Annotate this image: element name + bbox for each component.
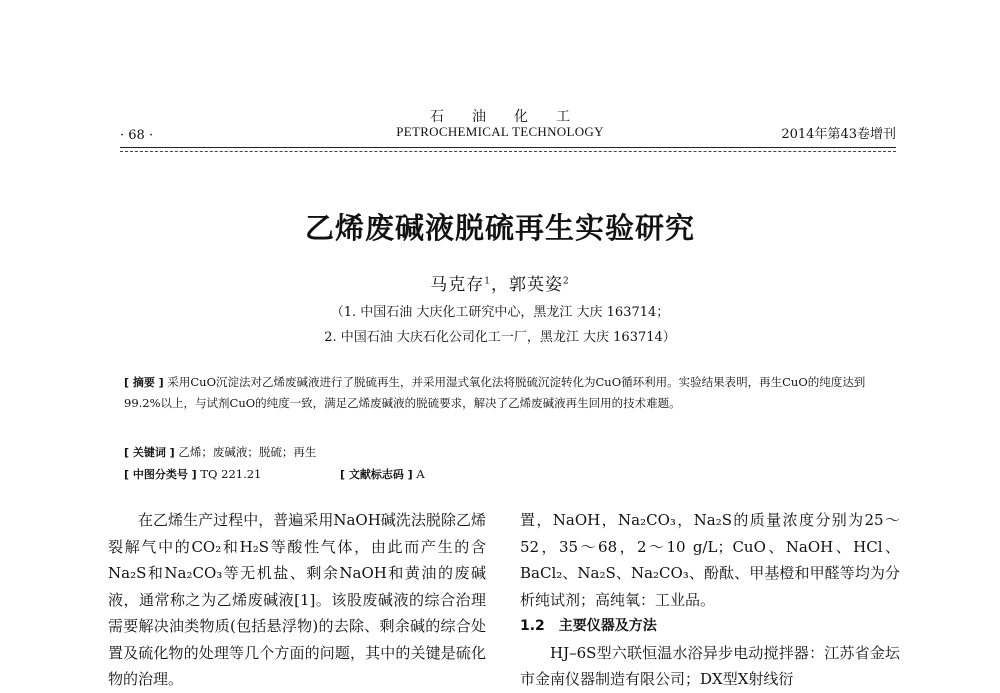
author-name: 马克存 <box>430 275 485 295</box>
author-affiliation-mark: 1 <box>484 276 491 287</box>
body-paragraph: 置，NaOH，Na₂CO₃，Na₂S的质量浓度分别为25～52，35～68，2～10 g/L；CuO、NaOH、HCl、BaCl₂、Na₂S、Na₂CO₃、酚酞、甲基橙和甲醛等均为分析纯试剂；高纯氧：工业品。 <box>520 511 900 609</box>
authors <box>0 270 1000 295</box>
document-code <box>340 466 425 482</box>
section-heading: 1.2 主要仪器及方法 <box>520 618 657 634</box>
header-rule-dashed <box>120 151 896 152</box>
body-left-column <box>108 507 486 693</box>
journal-name-en: PETROCHEMICAL TECHNOLOGY <box>396 124 604 139</box>
header-rule <box>120 147 896 148</box>
classification-number <box>124 466 261 482</box>
body-paragraph: 在乙烯生产过程中，普遍采用NaOH碱洗法脱除乙烯裂解气中的CO₂和H₂S等酸性气体，由此而产生的含Na₂S和Na₂CO₃等无机盐、剩余NaOH和黄油的废碱液，通常称之为乙烯废碱液[1]。该股废碱液的综合治理需要解决油类物质(包括悬浮物)的去除、剩余碱的综合处置及硫化物的处理等几个方面的问题，其中的关键是硫化物的治理。 <box>108 511 486 688</box>
document-code-value: A <box>416 467 425 481</box>
affiliation-1: （1. 中国石油 大庆化工研究中心，黑龙江 大庆 163714； <box>330 305 670 320</box>
body-right-column <box>520 507 900 693</box>
keywords-label: [ 关键词 ] <box>124 446 175 459</box>
abstract <box>124 372 876 414</box>
keywords-text: 乙烯；废碱液；脱硫；再生 <box>178 445 317 459</box>
journal-name-cn: 石油化工 <box>430 109 598 125</box>
author-affiliation-mark: 2 <box>563 276 570 287</box>
article-title: 乙烯废碱液脱硫再生实验研究 <box>304 211 695 245</box>
page-number: · 68 · <box>120 128 154 143</box>
document-code-label: [ 文献标志码 ] <box>340 468 413 481</box>
author-separator: ， <box>491 275 509 295</box>
author-name: 郭英姿 <box>509 275 563 295</box>
classification-value: TQ 221.21 <box>200 467 262 481</box>
classification-label: [ 中图分类号 ] <box>124 468 197 481</box>
body-paragraph: HJ–6S型六联恒温水浴异步电动搅拌器：江苏省金坛市金南仪器制造有限公司；DX型X射线衍 <box>520 643 900 688</box>
keywords <box>124 444 316 460</box>
issue-info: 2014年第43卷增刊 <box>781 127 896 142</box>
abstract-label: [ 摘要 ] <box>124 376 164 389</box>
affiliation-2: 2. 中国石油 大庆石化公司化工一厂，黑龙江 大庆 163714） <box>324 330 676 345</box>
abstract-text: 采用CuO沉淀法对乙烯废碱液进行了脱硫再生，并采用湿式氧化法将脱硫沉淀转化为CuO循环利用。实验结果表明，再生CuO的纯度达到99.2%以上，与试剂CuO的纯度一致，满足乙烯废碱液的脱硫要求，解决了乙烯废碱液再生回用的技术难题。 <box>124 375 866 410</box>
